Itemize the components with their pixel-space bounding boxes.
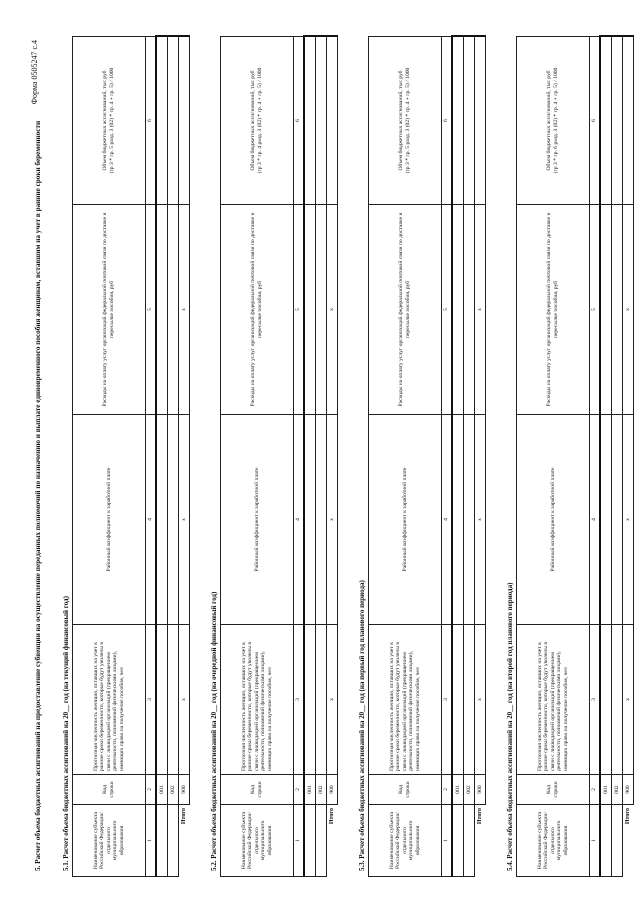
row-value-cell — [168, 415, 179, 625]
column-number: 1 — [294, 805, 305, 877]
column-number: 3 — [294, 625, 305, 775]
col-count-header: Прогнозная численность женщин, вставших на учет в ранние сроки беременности, которые будут уволены в связи с ликвидацией организаций (прекращением деятельности, полномочий физическими лицами), имеющих право на получение пособия, чел — [221, 625, 294, 775]
column-number: 4 — [590, 415, 601, 625]
column-number: 6 — [590, 37, 601, 205]
table-row — [316, 37, 327, 877]
row-value-cell — [168, 205, 179, 415]
total-code-cell: 900 — [623, 775, 634, 805]
col-count-header: Прогнозная численность женщин, вставших на учет в ранние сроки беременности, которые будут уволены в связи с ликвидацией организаций (прекращением деятельности, полномочий физическими лицами), имеющих право на получение пособия, чел — [73, 625, 146, 775]
row-name-cell — [452, 805, 464, 877]
column-number: 3 — [590, 625, 601, 775]
row-name-cell — [156, 805, 168, 877]
col-code-header: Код строки — [369, 775, 442, 805]
total-postal-cell: x — [475, 205, 486, 415]
row-value-cell — [316, 205, 327, 415]
row-value-cell — [464, 415, 475, 625]
col-code-header: Код строки — [73, 775, 146, 805]
row-value-cell — [304, 625, 316, 775]
row-value-cell — [452, 415, 464, 625]
row-value-cell — [156, 415, 168, 625]
row-value-cell — [600, 625, 612, 775]
row-value-cell — [600, 37, 612, 205]
table-row — [612, 37, 623, 877]
row-value-cell — [316, 415, 327, 625]
col-volume-header — [221, 37, 294, 205]
column-number: 2 — [590, 775, 601, 805]
column-number: 2 — [442, 775, 453, 805]
col-code-header: Код строки — [517, 775, 590, 805]
col-name-header: Наименование субъекта Российской Федерации/ отдельного муниципального образования — [517, 805, 590, 877]
table-row — [168, 37, 179, 877]
row-value-cell — [612, 205, 623, 415]
column-number: 6 — [294, 37, 305, 205]
row-value-cell — [452, 37, 464, 205]
col-volume-label: Объем бюджетных ассигнований, тыс руб — [398, 70, 405, 171]
calc-table — [516, 36, 634, 878]
row-value-cell — [452, 205, 464, 415]
row-code-cell: 002 — [464, 775, 475, 805]
column-number: 1 — [442, 805, 453, 877]
row-code-cell: 002 — [168, 775, 179, 805]
total-postal-cell: x — [623, 205, 634, 415]
col-postal-header: Расходы на оплату услуг организаций федеральной почтовой связи по доставке и пересылке пособия, руб — [517, 205, 590, 415]
row-name-cell — [600, 805, 612, 877]
column-number: 6 — [442, 37, 453, 205]
row-value-cell — [612, 37, 623, 205]
table-row — [452, 37, 464, 877]
col-postal-header: Расходы на оплату услуг организаций федеральной почтовой связи по доставке и пересылке пособия, руб — [221, 205, 294, 415]
row-code-cell: 002 — [612, 775, 623, 805]
total-label: Итого — [476, 808, 483, 825]
section-title: 5.2. Расчет объема бюджетных ассигнований на 20__ год (на очередной финансовый год) — [210, 591, 218, 871]
col-volume-formula: (гр 3 * гр. 6 разд. 3 (02) * гр. 4 + гр. 5) / 1000 — [553, 67, 559, 174]
col-volume-header — [369, 37, 442, 205]
col-volume-formula: (гр 3 * гр. 4 разд. 3 (02) * гр. 4 + гр. 5) / 1000 — [257, 67, 263, 174]
column-number: 2 — [146, 775, 157, 805]
section-heading: 5. Расчет объема бюджетных ассигнований на предоставление субвенции на осуществление переданных полномочий по назначению и выплате единовременного пособия женщинам, вставшим на учет в ранние сроки беременности — [34, 120, 42, 871]
total-volume-cell — [179, 37, 190, 205]
row-value-cell — [600, 415, 612, 625]
row-value-cell — [156, 37, 168, 205]
row-value-cell — [464, 205, 475, 415]
total-coef-cell: x — [475, 415, 486, 625]
row-value-cell — [156, 625, 168, 775]
column-number: 1 — [590, 805, 601, 877]
col-volume-formula: (гр 3 * гр. 5 разд. 3 (02) * гр. 4 + гр. 5) / 1000 — [109, 67, 115, 174]
total-count-cell: x — [475, 625, 486, 775]
col-coef-header: Районный коэффициент к заработной плате — [221, 415, 294, 625]
total-postal-cell: x — [179, 205, 190, 415]
calc-table — [220, 36, 338, 878]
column-number: 5 — [294, 205, 305, 415]
total-volume-cell — [475, 37, 486, 205]
row-value-cell — [304, 415, 316, 625]
total-coef-cell: x — [327, 415, 338, 625]
row-name-cell — [168, 805, 179, 877]
column-number: 3 — [146, 625, 157, 775]
col-coef-header: Районный коэффициент к заработной плате — [369, 415, 442, 625]
total-count-cell: x — [179, 625, 190, 775]
row-code-cell: 001 — [600, 775, 612, 805]
calc-table — [368, 36, 486, 878]
total-count-cell: x — [623, 625, 634, 775]
calc-table — [72, 36, 190, 878]
col-count-header: Прогнозная численность женщин, вставших на учет в ранние сроки беременности, которые будут уволены в связи с ликвидацией организаций (прекращением деятельности, полномочий физическими лицами), имеющих право на получение пособия, чел — [517, 625, 590, 775]
col-volume-formula: (гр 3 * гр. 5 разд. 3 (02) * гр. 4 + гр. 5) / 1000 — [405, 67, 411, 174]
total-coef-cell: x — [179, 415, 190, 625]
col-volume-header — [517, 37, 590, 205]
row-value-cell — [316, 37, 327, 205]
form-code: Форма 0505247 с.4 — [30, 40, 39, 105]
col-postal-header: Расходы на оплату услуг организаций федеральной почтовой связи по доставке и пересылке пособия, руб — [73, 205, 146, 415]
row-name-cell — [612, 805, 623, 877]
total-coef-cell: x — [623, 415, 634, 625]
row-value-cell — [304, 37, 316, 205]
row-value-cell — [156, 205, 168, 415]
column-number: 6 — [146, 37, 157, 205]
col-volume-label: Объем бюджетных ассигнований, тыс руб — [102, 70, 109, 171]
col-volume-label: Объем бюджетных ассигнований, тыс руб — [546, 70, 553, 171]
column-number: 4 — [442, 415, 453, 625]
row-name-cell — [464, 805, 475, 877]
col-name-header: Наименование субъекта Российской Федерации/ отдельного муниципального образования — [221, 805, 294, 877]
total-label: Итого — [180, 808, 187, 825]
col-code-header: Код строки — [221, 775, 294, 805]
col-count-header: Прогнозная численность женщин, вставших на учет в ранние сроки беременности, которые будут уволены в связи с ликвидацией организаций (прекращением деятельности, полномочий физическими лицами), имеющих право на получение пособия, чел — [369, 625, 442, 775]
total-label: Итого — [624, 808, 631, 825]
section-title: 5.4. Расчет объема бюджетных ассигнований на 20__ год (на второй год планового периода) — [506, 582, 514, 871]
table-row — [156, 37, 168, 877]
total-label: Итого — [328, 808, 335, 825]
row-value-cell — [452, 625, 464, 775]
table-row — [304, 37, 316, 877]
column-number: 2 — [294, 775, 305, 805]
row-value-cell — [464, 37, 475, 205]
section-title: 5.1. Расчет объема бюджетных ассигнований на 20__ год (на текущий финансовый год) — [62, 596, 70, 871]
col-name-header: Наименование субъекта Российской Федерации/ отдельного муниципального образования — [369, 805, 442, 877]
row-name-cell — [304, 805, 316, 877]
column-number: 5 — [146, 205, 157, 415]
row-value-cell — [316, 625, 327, 775]
col-volume-header — [73, 37, 146, 205]
col-postal-header: Расходы на оплату услуг организаций федеральной почтовой связи по доставке и пересылке пособия, руб — [369, 205, 442, 415]
col-coef-header: Районный коэффициент к заработной плате — [73, 415, 146, 625]
table-row — [600, 37, 612, 877]
row-value-cell — [168, 37, 179, 205]
total-code-cell: 900 — [179, 775, 190, 805]
row-code-cell: 001 — [156, 775, 168, 805]
row-value-cell — [168, 625, 179, 775]
total-code-cell: 900 — [327, 775, 338, 805]
row-code-cell: 002 — [316, 775, 327, 805]
col-name-header: Наименование субъекта Российской Федерации/ отдельного муниципального образования — [73, 805, 146, 877]
column-number: 5 — [590, 205, 601, 415]
total-code-cell: 900 — [475, 775, 486, 805]
row-value-cell — [304, 205, 316, 415]
col-volume-label: Объем бюджетных ассигнований, тыс руб — [250, 70, 257, 171]
column-number: 3 — [442, 625, 453, 775]
section-title: 5.3. Расчет объема бюджетных ассигнований на 20__ год (на первый год планового периода) — [358, 580, 366, 871]
total-postal-cell: x — [327, 205, 338, 415]
total-volume-cell — [327, 37, 338, 205]
row-code-cell: 001 — [304, 775, 316, 805]
row-name-cell — [316, 805, 327, 877]
column-number: 4 — [294, 415, 305, 625]
column-number: 1 — [146, 805, 157, 877]
row-code-cell: 001 — [452, 775, 464, 805]
total-volume-cell — [623, 37, 634, 205]
col-coef-header: Районный коэффициент к заработной плате — [517, 415, 590, 625]
column-number: 5 — [442, 205, 453, 415]
row-value-cell — [612, 625, 623, 775]
table-row — [464, 37, 475, 877]
row-value-cell — [612, 415, 623, 625]
row-value-cell — [464, 625, 475, 775]
total-count-cell: x — [327, 625, 338, 775]
column-number: 4 — [146, 415, 157, 625]
row-value-cell — [600, 205, 612, 415]
